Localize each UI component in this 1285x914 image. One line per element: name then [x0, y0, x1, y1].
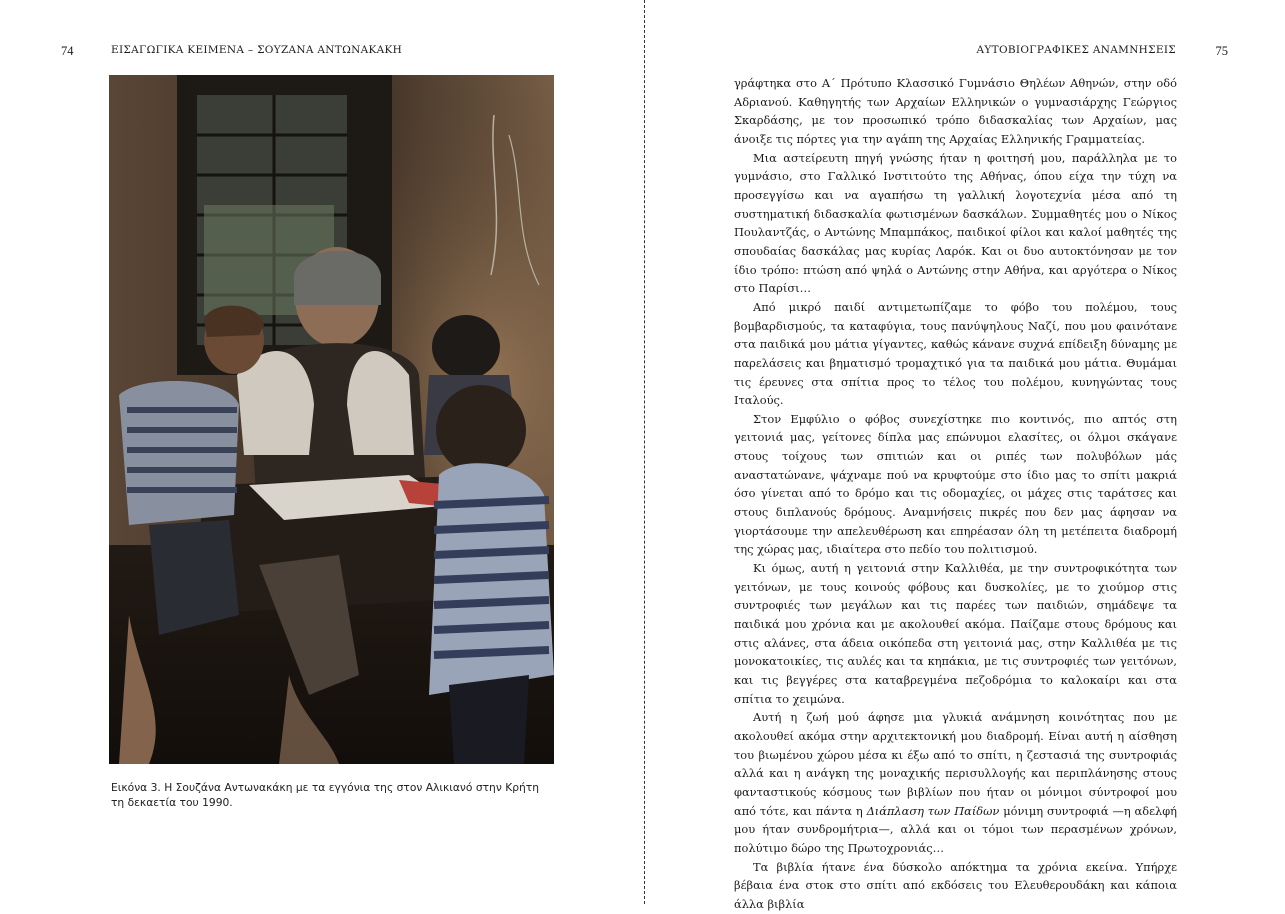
paragraph-4: Στον Εμφύλιο ο φόβος συνεχίστηκε πιο κοντινός, πιο απτός στη γειτονιά μας, γείτονες δίπλα μας επώνυμοι ελασίτες, οι όλμοι σκάγανε στους τοίχους των σπιτιών και οι ριπές των πολυβόλων μάς αναστατώνανε, ψάχναμε πού να κρυφτούμε στο ίδιο μας το σπίτι μακριά όσο γίνεται από το δρόμο και τις οδομαχίες, οι μάχες στις ταράτσες και στους διπλανούς δρόμους. Αναμνήσεις πικρές που δεν μας άφησαν να γιορτάσουμε την απελευθέρωση και επηρέασαν όλη τη μετέπειτα διαδρομή της χώρας μας, ιδιαίτερα στο πεδίο του πολιτισμού. — [734, 411, 1177, 557]
paragraph-1: γράφτηκα στο Α΄ Πρότυπο Κλασσικό Γυμνάσιο Θηλέων Αθηνών, στην οδό Αδριανού. Καθηγητής των Αρχαίων Ελληνικών ο γυμνασιάρχης Γεώργιος Σκαρδάσης, με τον προσωπικό τρόπο διδασκαλίας των Αρχαίων, μας άνοιξε τις πόρτες για την αγάπη της Αρχαίας Ελληνικής Γραμματείας. — [734, 76, 1177, 146]
paragraph-6-text: Αυτή η ζωή μού άφησε μια γλυκιά ανάμνηση κοινότητας που με ακολουθεί ακόμα στην αρχιτεκτονική μου διαδρομή. Είναι αυτή η αίσθηση του βιωμένου χώρου μέσα κι έξω από το σπίτι, η ζεστασιά της συντροφιάς αλλά και η ανάγκη της μοναχικής περισυλλογής και περιπλάνησης στους φανταστικούς κόσμους των βιβλίων που ήταν οι μόνιμοι σύντροφοί μου από τότε, και πάντα η — [734, 710, 1177, 818]
body-text — [734, 74, 1177, 914]
paragraph-5: Κι όμως, αυτή η γειτονιά στην Καλλιθέα, με την συντροφικότητα των γειτόνων, με τους κοινούς φόβους και δυσκολίες, με το χιούμορ στις συντροφιές των μεγάλων και τις παρέες των παιδιών, σημάδεψε τα παιδικά μου χρόνια και με ακολουθεί ακόμα. Παίζαμε στους δρόμους και στις αλάνες, στα άδεια οικόπεδα στη γειτονιά μας, στην Καλλιθέα με τις μονοκατοικίες, τις αυλές και τα κηπάκια, με τις συντροφιές των γειτόνων, και τις βεγγέρες στα καταβρεγμένα πεζοδρόμια το καλοκαίρι και στα σπίτια το χειμώνα. — [734, 561, 1177, 706]
figure-caption: Εικόνα 3. Η Σουζάνα Αντωνακάκη με τα εγγόνια της στον Αλικιανό στην Κρήτη τη δεκαετία του 1990. — [111, 781, 539, 809]
paragraph-6 — [734, 708, 1177, 857]
left-page-number: 74 — [61, 44, 74, 58]
right-page-number: 75 — [1215, 44, 1228, 58]
paragraph-2: Μια αστείρευτη πηγή γνώσης ήταν η φοιτησή μου, παράλληλα με το γυμνάσιο, στο Γαλλικό Ινστιτούτο της Αθήνας, όπου είχα την τύχη να προσεγγίσω και να αγαπήσω τη γαλλική λογοτεχνία μέσα από τη συστηματική διδασκαλία φωτισμένων δασκάλων. Συμμαθητές μου ο Νίκος Πουλαντζάς, ο Αντώνης Μπαμπάκος, παιδικοί φίλοι και καλοί μαθητές της σπουδαίας δασκάλας μας κυρίας Λαρόκ. Και οι δυο αυτοκτόνησαν με τον ίδιο τρόπο: πτώση από ψηλά ο Αντώνης στην Αθήνα, και αργότερα ο Νίκος στο Παρίσι… — [734, 150, 1177, 296]
book-title-italic: Διάπλαση των Παίδων — [866, 803, 1000, 818]
right-running-head: ΑΥΤΟΒΙΟΓΡΑΦΙΚΕΣ ΑΝΑΜΝΗΣΕΙΣ — [976, 44, 1176, 56]
paragraph-3: Από μικρό παιδί αντιμετωπίζαμε το φόβο του πολέμου, τους βομβαρδισμούς, τα καταφύγια, τους πανύψηλους Ναζί, που μου φαινότανε στα παιδικά μου μάτια γίγαντες, καθώς κάνανε συχνά επίδειξη δύναμης με παρελάσεις και βηματισμό τρομαχτικό για τα παιδικά μου μάτια. Θυμάμαι τις έρευνες στα σπίτια προς το τέλος του πολέμου, κυνηγώντας τους Ιταλούς. — [734, 299, 1177, 408]
photograph — [109, 75, 554, 764]
paragraph-6-text-end: μόνιμη συντροφιά —η αδελφή μου ήταν συνδρομήτρια—, αλλά και οι τόμοι των περασμένων χρόνων, πολύτιμο δώρο της Πρωτοχρονιάς… — [734, 803, 1178, 855]
paragraph-7: Τα βιβλία ήτανε ένα δύσκολο απόκτημα τα χρόνια εκείνα. Υπήρχε βέβαια ένα στοκ στο σπίτι από εκδόσεις του Ελευθερουδάκη και κάποια άλλα βιβλία — [734, 859, 1177, 911]
left-running-head: ΕΙΣΑΓΩΓΙΚΑ ΚΕΙΜΕΝΑ – ΣΟΥΖΑΝΑ ΑΝΤΩΝΑΚΑΚΗ — [111, 44, 403, 56]
gutter-fold-line — [644, 0, 645, 904]
